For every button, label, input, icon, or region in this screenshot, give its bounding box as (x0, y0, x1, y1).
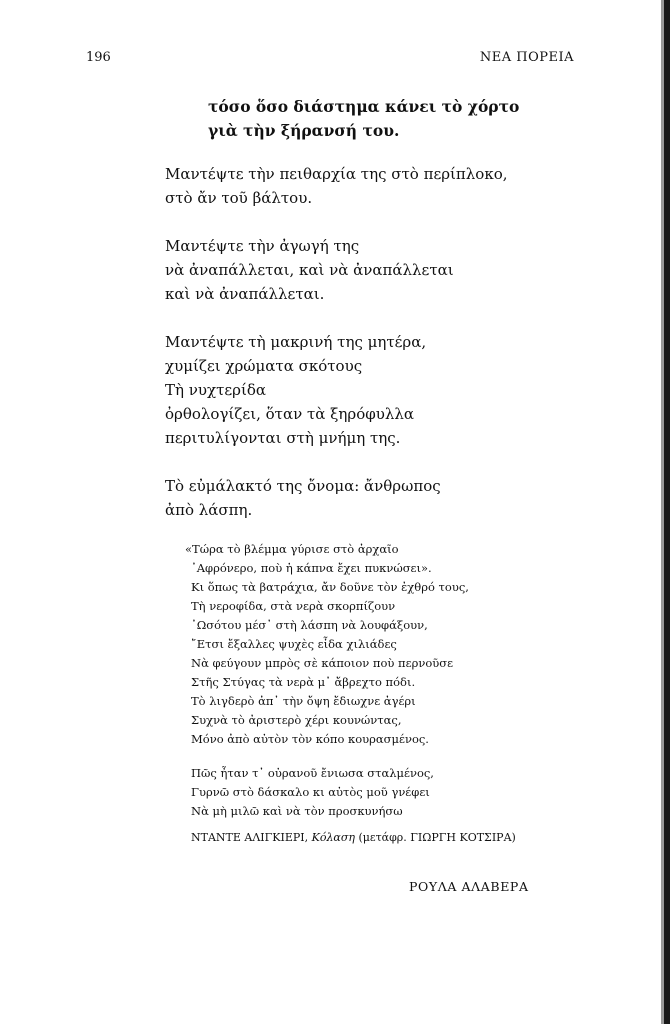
stanza (165, 234, 508, 306)
intro-stanza (208, 95, 519, 143)
quote-line: Στῆς Στύγας τὰ νερὰ μ᾿ ἄβρεχτο πόδι. (191, 675, 416, 689)
quote-line: Πῶς ἦταν τ᾿ οὐρανοῦ ἔνιωσα σταλμένος, (191, 766, 434, 780)
quote-line: ᾿Αφρόνερο, ποὺ ἡ κάπνα ἔχει πυκνώσει». (191, 561, 432, 575)
stanza (165, 330, 508, 450)
quote-line: ῎Ετσι ἔξαλλες ψυχὲς εἶδα χιλιάδες (191, 637, 397, 651)
poem-line: ὀρθολογίζει, ὅταν τὰ ξηρόφυλλα (165, 405, 415, 423)
quote-line: Συχνὰ τὸ ἀριστερὸ χέρι κουνώντας, (191, 713, 402, 727)
poem-line: γιὰ τὴν ξήρανσή του. (208, 121, 400, 140)
quote-attribution (191, 831, 516, 844)
poem-line: περιτυλίγονται στὴ μνήμη της. (165, 429, 401, 447)
quote-line: ᾿Ωσότου μέσ᾿ στὴ λάσπη νὰ λουφάξουν, (191, 618, 428, 632)
poem-body (165, 162, 508, 546)
poem-line: στὸ ἄν τοῦ βάλτου. (165, 189, 313, 207)
quote-line: «Τώρα τὸ βλέμμα γύρισε στὸ ἀρχαῖο (185, 542, 399, 556)
attribution-translation: (μετάφρ. ΓΙΩΡΓΗ ΚΟΤΣΙΡΑ) (358, 831, 516, 844)
stanza (165, 162, 508, 210)
page-number: 196 (86, 50, 111, 65)
poem-line: Μαντέψτε τὴν πειθαρχία της στὸ περίπλοκο, (165, 165, 508, 183)
quote-line: Τὸ λιγδερὸ ἀπ᾿ τὴν ὄψη ἔδιωχνε ἀγέρι (191, 694, 416, 708)
attribution-work: Κόλαση (311, 831, 355, 844)
epigraph-quote-tail (191, 764, 434, 821)
poem-line: νὰ ἀναπάλλεται, καὶ νὰ ἀναπάλλεται (165, 261, 454, 279)
quote-line: Τὴ νεροφίδα, στὰ νερὰ σκορπίζουν (191, 599, 396, 613)
poem-line: τόσο ὅσο διάστημα κάνει τὸ χόρτο (208, 97, 520, 116)
poem-line: Μαντέψτε τὴ μακρινή της μητέρα, (165, 333, 427, 351)
running-head: ΝΕΑ ΠΟΡΕΙΑ (479, 50, 574, 65)
page-edge (664, 0, 670, 1024)
poem-line: ἀπὸ λάσπη. (165, 501, 253, 519)
poem-line: χυμίζει χρώματα σκότους (165, 357, 363, 375)
quote-line: Κι ὅπως τὰ βατράχια, ἄν δοῦνε τὸν ἐχθρό τους, (191, 580, 469, 594)
poem-line: Τὴ νυχτερίδα (165, 381, 267, 399)
poem-author: ΡΟΥΛΑ ΑΛΑΒΕΡΑ (409, 879, 529, 894)
quote-line: Γυρνῶ στὸ δάσκαλο κι αὐτὸς μοῦ γνέφει (191, 785, 430, 799)
poem-line: καὶ νὰ ἀναπάλλεται. (165, 285, 325, 303)
quote-line: Νὰ φεύγουν μπρὸς σὲ κάποιον ποὺ περνοῦσε (191, 656, 454, 670)
epigraph-quote (185, 540, 469, 749)
poem-line: Μαντέψτε τὴν ἀγωγή της (165, 237, 360, 255)
quote-line: Μόνο ἀπὸ αὐτὸν τὸν κόπο κουρασμένος. (191, 732, 429, 746)
poem-line: Τὸ εὐμάλακτό της ὄνομα: ἄνθρωπος (165, 477, 441, 495)
stanza (165, 474, 508, 522)
attribution-author: ΝΤΑΝΤΕ ΑΛΙΓΚΙΕΡΙ, (191, 831, 309, 844)
quote-line: Νὰ μὴ μιλῶ καὶ νὰ τὸν προσκυνήσω (191, 804, 403, 818)
